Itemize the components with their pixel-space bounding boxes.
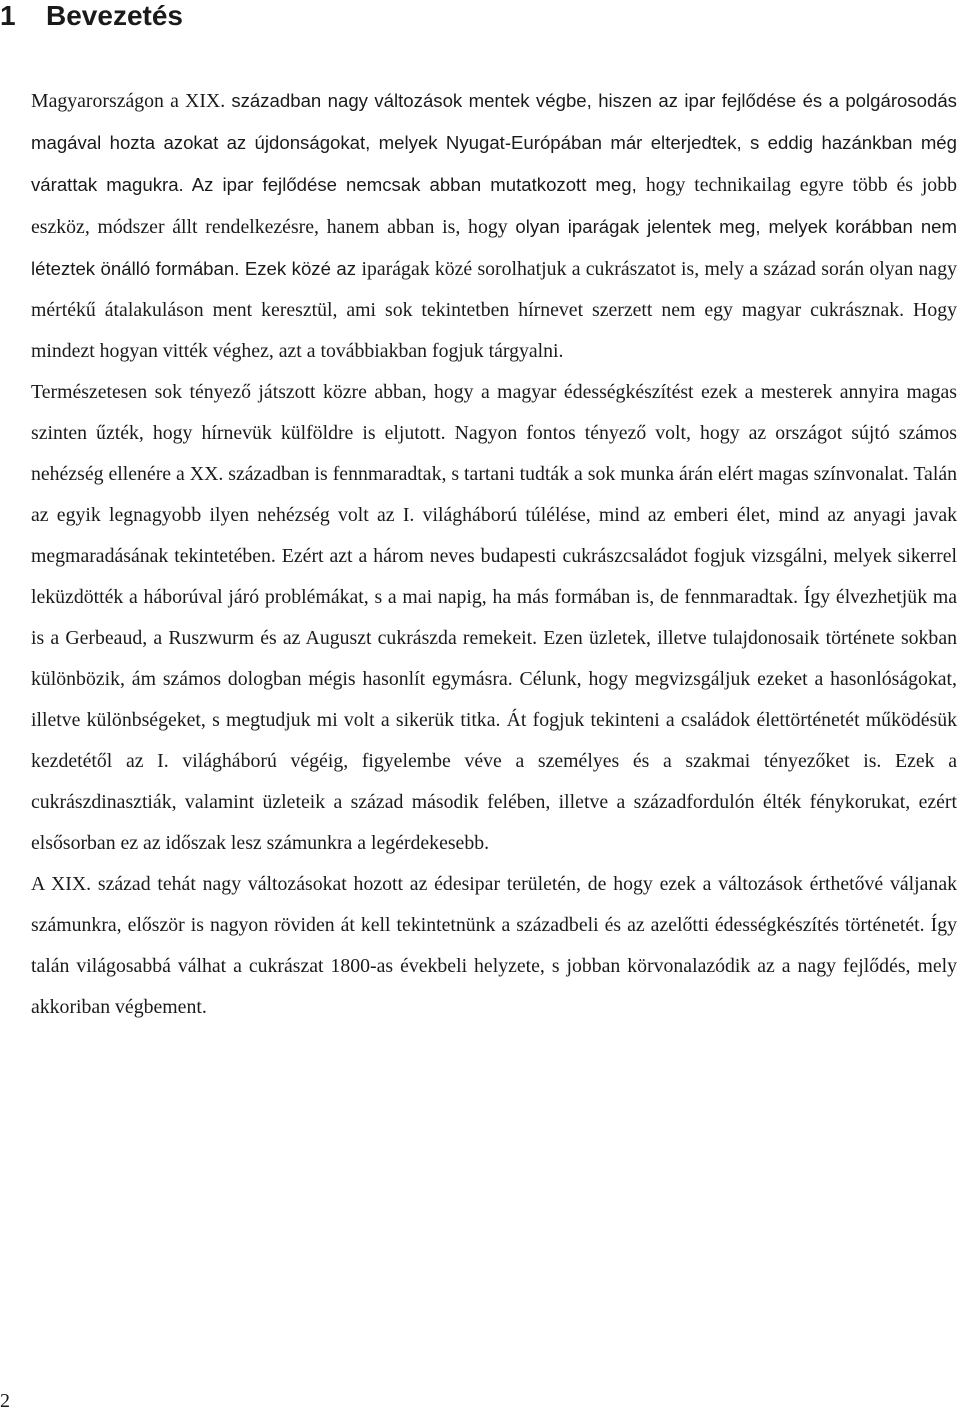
- text-segment: hogy technikailag egyre több és jobb eszköz, módszer állt rendelkezésre, hanem abban is, hogy: [31, 174, 957, 238]
- text-segment: A XIX. század tehát nagy változásokat hozott az édesipar területén, de hogy ezek a változások érthetővé váljanak számunkra, először is nagyon röviden át kell tekintetnünk a századbeli és az azelőtti édességkészítés történetét. Így talán világosabbá válhat a cukrászat 1800-as évekbeli helyzete, s jobban körvonalazódik az a nagy fejlődés, mely akkoriban végbement.: [31, 873, 957, 1018]
- text-segment: században nagy változások mentek végbe, hiszen az ipar fejlődése és a polgárosodás magával hozta azokat az újdonságokat, melyek Nyugat-Európában már elterjedtek, s eddig hazánkban még várattak magukra. Az ipar fejlődése nemcsak abban mutatkozott meg,: [31, 90, 957, 195]
- text-segment: Természetesen sok tényező játszott közre abban, hogy a magyar édességkészítést ezek a mesterek annyira magas szinten űzték, hogy hírnevük külföldre is eljutott. Nagyon fontos tényező volt, hogy az országot sújtó számos nehézség ellenére a XX. században is fennmaradtak, s tartani tudták a sok munka árán elért magas színvonalat. Talán az egyik legnagyobb ilyen nehézség volt az I. világháború túlélése, mind az emberi élet, mind az anyagi javak megmaradásának tekintetében. Ezért azt a három neves budapesti cukrászcsaládot fogjuk vizsgálni, melyek sikerrel leküzdötték a háborúval járó problémákat, s a mai napig, ha más formában is, de fennmaradtak. Így élvezhetjük ma is a Gerbeaud, a Ruszwurm és az Auguszt cukrászda remekeit. Ezen üzletek, illetve tulajdonosaik története sokban különbözik, ám számos dologban mégis hasonlít egymásra. Célunk, hogy megvizsgáljuk ezeket a hasonlóságokat, illetve különbségeket, s megtudjuk mi volt a sikerük titka. Át fogjuk tekinteni a családok élettörténetét működésük kezdetétől az I. világháború végéig, figyelembe véve a személyes és a szakmai tényezőket is. Ezek a cukrászdinasztiák, valamint üzleteik a század második felében, illetve a századfordulón élték fénykorukat, ezért elsősorban ez az időszak lesz számunkra a legérdekesebb.: [31, 381, 957, 854]
- section-title: Bevezetés: [46, 0, 183, 31]
- text-segment: olyan iparágak jelentek meg, melyek korábban nem léteztek önálló formában. Ezek közé az: [31, 216, 957, 279]
- text-segment: iparágak közé sorolhatjuk a cukrászatot is, mely a század során olyan nagy mértékű átalakuláson ment keresztül, ami sok tekintetben hírnevet szerzett nem egy magyar cukrásznak. Hogy mindezt hogyan vitték véghez, azt a továbbiakban fogjuk tárgyalni.: [31, 258, 957, 362]
- body-text: [31, 80, 957, 1028]
- section-heading: [0, 0, 183, 32]
- paragraph-1: [31, 80, 957, 372]
- page-number: 2: [0, 1390, 10, 1412]
- text-segment: Magyarországon a XIX.: [31, 90, 232, 112]
- paragraph-2: [31, 372, 957, 864]
- section-number: 1: [0, 0, 16, 31]
- paragraph-3: [31, 864, 957, 1028]
